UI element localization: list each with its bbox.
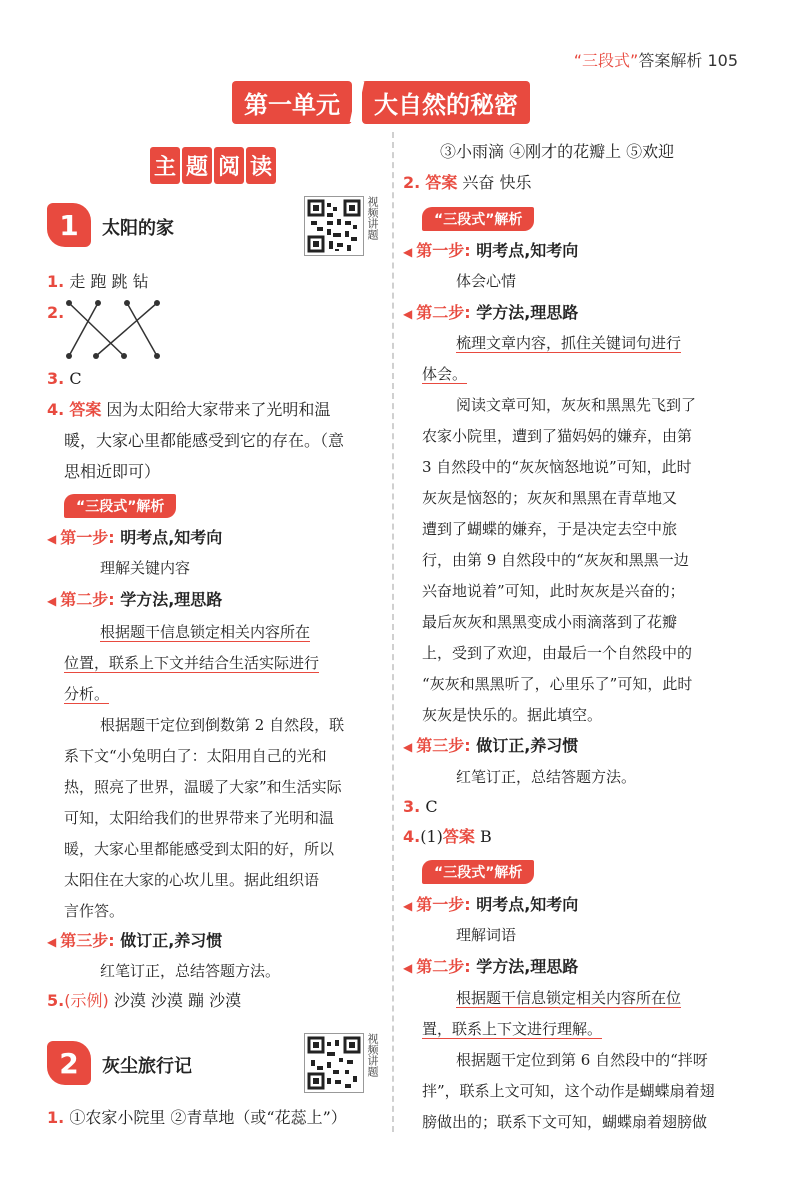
- unit-number: 第一单元: [232, 81, 352, 124]
- explanation-line: 灰灰是快乐的。据此填空。: [422, 706, 603, 724]
- explanation-line: 拌”，联系上文可知，这个动作是蝴蝶扇着翅: [422, 1082, 715, 1100]
- theme-char: 题: [182, 147, 212, 184]
- answer-text: C: [425, 797, 438, 816]
- step-title: 做订正,养习惯: [120, 931, 223, 950]
- explanation-line: “灰灰和黑黑听了，心里乐了”可知，此时: [422, 675, 693, 693]
- explanation-line: 灰灰是恼怒的；灰灰和黑黑在青草地又: [422, 489, 678, 507]
- step-title: 明考点,知考向: [120, 528, 223, 547]
- answer-label: 答案: [425, 173, 458, 192]
- step-title: 做订正,养习惯: [476, 736, 579, 755]
- step-text: 红笔订正，总结答题方法。: [456, 768, 637, 786]
- step-arrow-icon: ◀: [47, 532, 57, 546]
- explanation-line: 根据题干定位到倒数第 2 自然段，联: [100, 716, 345, 734]
- step-title: 明考点,知考向: [476, 241, 579, 260]
- explanation-line: 农家小院里，遭到了猫妈妈的嫌弃，由第: [422, 427, 693, 445]
- step-arrow-icon: ◀: [403, 899, 413, 913]
- step-text: 体会心情: [456, 272, 517, 290]
- step-label: 第一步:: [416, 895, 471, 914]
- answer-text: 因为太阳给大家带来了光明和温: [106, 400, 331, 419]
- explanation-line: 太阳住在大家的心坎儿里。据此组织语: [64, 871, 320, 889]
- method-underlined: 体会。: [422, 365, 468, 383]
- explanation-line: 热，照亮了世界，温暖了大家”和生活实际: [64, 778, 342, 796]
- method-underlined: 位置，联系上下文并结合生活实际进行: [64, 654, 320, 672]
- answer-text: B: [480, 827, 492, 846]
- answer-label: 答案: [69, 400, 102, 419]
- analysis-badge: “三段式”解析: [64, 494, 176, 518]
- step-title: 明考点,知考向: [476, 895, 579, 914]
- section-title: 灰尘旅行记: [102, 1056, 192, 1077]
- question-number: 4.: [47, 400, 65, 419]
- step-title: 学方法,理思路: [476, 957, 579, 976]
- section-number: 1: [47, 203, 91, 247]
- step-1: [403, 892, 578, 915]
- question-number: 3.: [47, 369, 65, 388]
- step-arrow-icon: ◀: [47, 935, 57, 949]
- step-title: 学方法,理思路: [476, 303, 579, 322]
- analysis-badge: “三段式”解析: [422, 860, 534, 884]
- step-arrow-icon: ◀: [403, 961, 413, 975]
- question-2: [47, 298, 64, 328]
- question-5: [47, 986, 241, 1016]
- step-3: [47, 928, 222, 951]
- explanation-line: 兴奋地说着”可知，此时灰灰是兴奋的；: [422, 582, 685, 600]
- sub-question: (1): [420, 827, 443, 846]
- question-number: 3.: [403, 797, 421, 816]
- step-2: [403, 954, 578, 977]
- answer-line: 思相近即可）: [64, 462, 161, 481]
- question-1: [47, 1103, 347, 1133]
- step-text: 红笔订正，总结答题方法。: [100, 962, 281, 980]
- answer-continued: ③小雨滴 ④刚才的花瓣上 ⑤欢迎: [440, 142, 675, 161]
- step-label: 第一步:: [416, 241, 471, 260]
- analysis-badge: “三段式”解析: [422, 207, 534, 231]
- explanation-line: 根据题干定位到第 6 自然段中的“拌呀: [456, 1051, 708, 1069]
- step-label: 第三步:: [60, 931, 115, 950]
- section-number: 2: [47, 1041, 91, 1085]
- step-2: [47, 587, 222, 610]
- page-number: 105: [707, 51, 738, 70]
- answer-text: 兴奋 快乐: [462, 173, 532, 192]
- answer-text: C: [69, 369, 82, 388]
- step-2: [403, 300, 578, 323]
- step-arrow-icon: ◀: [403, 740, 413, 754]
- step-arrow-icon: ◀: [403, 245, 413, 259]
- question-number: 4.: [403, 827, 421, 846]
- step-text: 理解关键内容: [100, 559, 191, 577]
- explanation-line: 膀做出的；联系下文可知，蝴蝶扇着翅膀做: [422, 1113, 708, 1131]
- matching-lines-diagram: [64, 298, 164, 362]
- theme-char: 读: [246, 147, 276, 184]
- step-1: [47, 525, 222, 548]
- answer-text: ①农家小院里 ②青草地（或“花蕊上”）: [69, 1108, 347, 1127]
- explanation-line: 言作答。: [64, 902, 125, 920]
- video-explain-label: 视频讲题: [366, 196, 379, 240]
- method-underlined: 根据题干信息锁定相关内容所在: [100, 623, 311, 641]
- question-4: [47, 395, 330, 425]
- step-3: [403, 733, 578, 756]
- explanation-line: 阅读文章可知，灰灰和黑黑先飞到了: [456, 396, 697, 414]
- explanation-line: 3 自然段中的“灰灰恼怒地说”可知，此时: [422, 458, 692, 476]
- qr-code-icon[interactable]: [304, 1033, 364, 1093]
- step-text: 理解词语: [456, 926, 517, 944]
- question-number: 5.: [47, 991, 65, 1010]
- unit-banner: [232, 82, 530, 122]
- method-underlined: 置，联系上下文进行理解。: [422, 1020, 603, 1038]
- step-label: 第一步:: [60, 528, 115, 547]
- method-underlined: 分析。: [64, 685, 110, 703]
- header-series-quoted: “三段式”: [573, 51, 639, 70]
- column-divider: [392, 132, 394, 1132]
- question-number: 1.: [47, 1108, 65, 1127]
- step-label: 第三步:: [416, 736, 471, 755]
- step-label: 第二步:: [416, 957, 471, 976]
- qr-code-icon[interactable]: [304, 196, 364, 256]
- step-label: 第二步:: [60, 590, 115, 609]
- answer-label: 答案: [442, 827, 475, 846]
- example-tag: (示例): [64, 991, 109, 1010]
- explanation-line: 上，受到了欢迎，由最后一个自然段中的: [422, 644, 693, 662]
- step-title: 学方法,理思路: [120, 590, 223, 609]
- explanation-line: 行，由第 9 自然段中的“灰灰和黑黑一边: [422, 551, 689, 569]
- question-1: [47, 267, 149, 297]
- question-2: [403, 168, 532, 198]
- explanation-line: 系下文“小兔明白了：太阳用自己的光和: [64, 747, 327, 765]
- explanation-line: 暖，大家心里都能感受到太阳的好，所以: [64, 840, 335, 858]
- explanation-line: 最后灰灰和黑黑变成小雨滴落到了花瓣: [422, 613, 678, 631]
- question-number: 2.: [47, 303, 65, 322]
- answer-line: 暖，大家心里都能感受到它的存在。（意: [64, 431, 345, 450]
- method-underlined: 根据题干信息锁定相关内容所在位: [456, 989, 682, 1007]
- theme-char: 阅: [214, 147, 244, 184]
- header-series: 答案解析: [638, 51, 703, 70]
- video-explain-label: 视频讲题: [366, 1033, 379, 1077]
- question-3: [403, 792, 438, 822]
- explanation-line: 遭到了蝴蝶的嫌弃，于是决定去空中旅: [422, 520, 678, 538]
- step-arrow-icon: ◀: [47, 594, 57, 608]
- question-3: [47, 364, 82, 394]
- explanation-line: 可知，太阳给我们的世界带来了光明和温: [64, 809, 335, 827]
- method-underlined: 梳理文章内容，抓住关键词句进行: [456, 334, 682, 352]
- question-number: 2.: [403, 173, 421, 192]
- question-number: 1.: [47, 272, 65, 291]
- theme-reading-title: [150, 147, 276, 184]
- unit-title: 大自然的秘密: [362, 81, 530, 124]
- page-header: [574, 48, 738, 71]
- theme-char: 主: [150, 147, 180, 184]
- step-label: 第二步:: [416, 303, 471, 322]
- step-arrow-icon: ◀: [403, 307, 413, 321]
- step-1: [403, 238, 578, 261]
- section-title: 太阳的家: [102, 218, 174, 239]
- answer-text: 沙漠 沙漠 蹦 沙漠: [113, 991, 242, 1010]
- question-4: [403, 822, 492, 852]
- answer-text: 走 跑 跳 钻: [69, 272, 149, 291]
